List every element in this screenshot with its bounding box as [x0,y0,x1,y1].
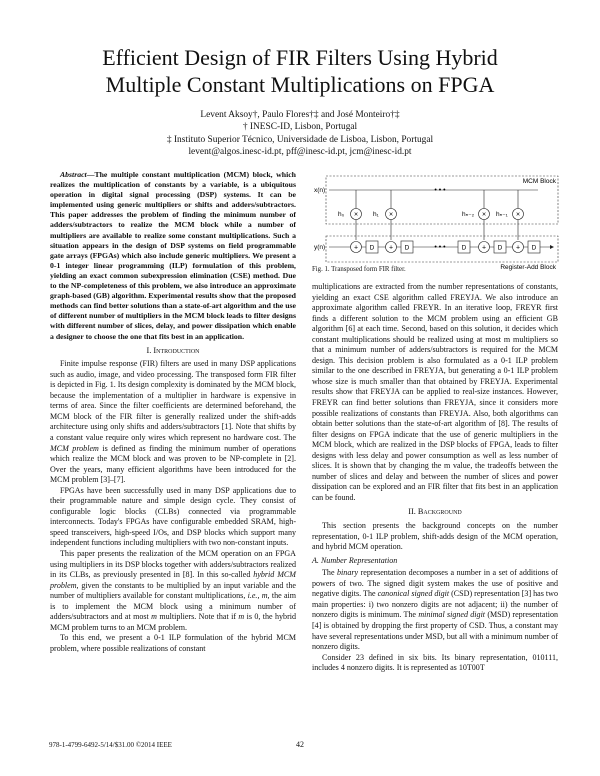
mcm-block-label: MCM Block [522,178,556,185]
figure-caption: Fig. 1. Transposed form FIR filter. [312,266,406,273]
section-heading-introduction: I. Introduction [146,345,200,355]
delay-label: D [369,244,375,252]
number-paragraph-1: The binary representation decomposes a number in a set of additions of powers of two. The signed digit system makes the use of positive and negative digits. The canonical signed digit (CSD) representation [3] has two main properties: i) two nonzero digits are not adjacent; ii) the number of nonzero digits is minimum. The minimal signed digit (MSD) representation [4] is obtained by dropping the first property of CSD. Thus, a constant may have several representations under MSD, but all with a minimum number of nonzero digits. [312,568,559,652]
svg-text:×: × [515,211,521,219]
author-block [0,109,600,159]
subsection-heading-number-representation: A. Number Representation [312,555,398,565]
number-paragraph-2: Consider 23 defined in six bits. Its binary representation, 010111, includes 4 nonzero digits. It is represented as 10T00T [312,652,558,673]
coefficient-label: hₙ₋₂ [462,211,475,218]
intro-paragraph-1: Finite impulse response (FIR) filters are used in many DSP applications such as audio, image, and video processing. The transposed form FIR filter is depicted in Fig. 1. Its design complexity is dominated by the MCM block, because the implementation of a multiplier in hardware is expensive in terms of area. Since the filter coefficients are determined beforehand, the MCM block of the FIR filter is generally realized under the shift-adds architecture using only shifts and adders/subtractors [1]. Note that shifts by a constant value require only wires which represent no hardware cost. The MCM problem is defined as finding the minimum number of operations which realize the MCM block and was proven to be NP-complete in [2]. Over the years, many efficient algorithms have been introduced for the MCM problem [3]–[7]. [50,359,296,485]
svg-text:×: × [388,211,394,219]
tap-0 [338,190,362,253]
tap-n-2 [458,190,490,253]
delay-label: D [531,244,537,252]
footer-isbn: 978-1-4799-6492-5/14/$31.00 ©2014 IEEE [49,741,172,749]
svg-text:+: + [481,244,487,252]
abstract [50,170,296,342]
coefficient-label: h₁ [373,211,379,218]
svg-text:+: + [515,244,521,252]
delay-label: D [461,244,467,252]
svg-text:+: + [388,244,394,252]
intro-paragraph-2: FPGAs have been successfully used in many DSP applications due to their programmable nature and simple design cycle. They consist of configurable logic blocks (CLBs) connected via programmable interconnects. Today's FPGAs have configurable embedded SRAM, high-speed transceivers, high-speed I/Os, and DSP blocks which support many independent functions including multipliers with two non-constant inputs. [50,485,296,548]
left-column [50,170,296,654]
paper-title [0,44,600,98]
coefficient-label: hₙ₋₁ [496,211,508,218]
output-arrow [550,245,554,249]
right-column [312,282,558,674]
intro-paragraph-3: This paper presents the realization of the MCM operation on an FPGA using multipliers in its DSP blocks together with adders/subtractors realized in its CLBs, as previously presented in [8]. In this so-called hybrid MCM problem, given the constants to be multiplied by an input variable and the number of multipliers available for constant multiplications, i.e., m, the aim is to implement the MCM block using a minimum number of adders/subtractors and at most m multipliers. Note that if m is 0, the hybrid MCM problem turns to an MCM problem. [50,548,297,632]
abstract-text: —The multiple constant multiplication (MCM) block, which realizes the multiplication of constants by a variable, is a ubiquitous operation in digital signal processing (DSP) systems. It can be implemented using generic multipliers or shifts and adders/subtractors. This paper addresses the problem of finding the minimum number of adders/subtractors to realize the MCM block while a number of multipliers are available to realize some constant multiplications. Such a situation appears in the design of DSP systems on field programmable gate arrays (FPGAs) which also include generic multipliers. We present a 0-1 integer linear programming (ILP) formulation of this problem, yielding an exact common subexpression elimination (CSE) method. Due to the NP-completeness of this problem, we also introduce an approximate graph-based (GB) algorithm. Experimental results show that the proposed methods can find better solutions than a state-of-art algorithm and the use of different number of multipliers in the MCM block leads to filter designs with different number of slices, delay, and power dissipation which enable a designer to choose the one that fits best in an application. [50,170,296,341]
right-paragraph-1: multiplications are extracted from the number representations of constants, yielding an exact CSE algorithm called FREYJA. We also introduce an approximate algorithm called FREYR. In an iterative loop, FREYR first finds a different solution to the MCM problem using an efficient GB algorithm [6] at each time. Second, based on this solution, it decides which constant multiplications should be realized using at most m multipliers so that a minimum number of adders/subtractors is required for the MCM design. This decision problem is also formulated as a 0-1 ILP problem similar to the one described in FREYJA, but generating a 0-1 ILP problem whose size is much smaller than that obtained by FREYJA. Experimental results show that FREYJA can be applied to real-size instances. However, FREYR can find better solutions than FREYJA, since it considers more possible realizations of constants than FREYJA. Also, both algorithms can obtain better solutions than the state-of-art algorithm of [8]. The results of filter designs on FPGA indicate that the use of generic multipliers in the MCM block, which are realized in the DSP blocks of FPGA, leads to filter designs with less delay and power consumption as well as less number of slices. It is shown that by changing the m value, the tradeoffs between the number of slices and delay and between the number of slices and power dissipation can be explored and an FIR filter that fits best in an application can be found. [312,282,558,502]
svg-text:×: × [353,211,359,219]
affiliation-2: ‡ Instituto Superior Técnico, Universidade de Lisboa, Lisbon, Portugal [166,134,434,145]
abstract-lead: Abstract [60,170,87,179]
intro-paragraph-4: To this end, we present a 0-1 ILP formulation of the hybrid MCM problem, where possible realizations of constant [50,633,296,653]
section-heading-background: II. Background [408,507,462,517]
author-emails: levent@algos.inesc-id.pt, pff@inesc-id.pt, jcm@inesc-id.pt [188,147,412,158]
svg-text:+: + [353,244,359,252]
title-line-1: Efficient Design of FIR Filters Using Hybrid [102,45,498,70]
coefficient-label: h₀ [338,211,345,218]
affiliation-1: † INESC-ID, Lisbon, Portugal [242,122,358,133]
delay-label: D [497,244,503,252]
ellipsis-top: • • • [434,187,446,194]
x-input-label: x(n) [314,187,326,194]
register-add-label: Register-Add Block [500,264,556,271]
background-paragraph-1: This section presents the background concepts on the number representation, 0-1 ILP problem, shift-adds design of the MCM operation, and hybrid MCM operation. [312,521,558,552]
title-line-2: Multiple Constant Multiplications on FPGA [105,72,495,97]
page-number: 42 [296,740,304,749]
delay-label: D [404,244,410,252]
y-output-label: y(n) [314,244,326,251]
fir-filter-figure [312,172,560,272]
author-names: Levent Aksoy†, Paulo Flores†‡ and José Monteiro†‡ [200,110,400,120]
ellipsis-bottom: • • • [434,244,446,251]
svg-text:×: × [481,211,487,219]
